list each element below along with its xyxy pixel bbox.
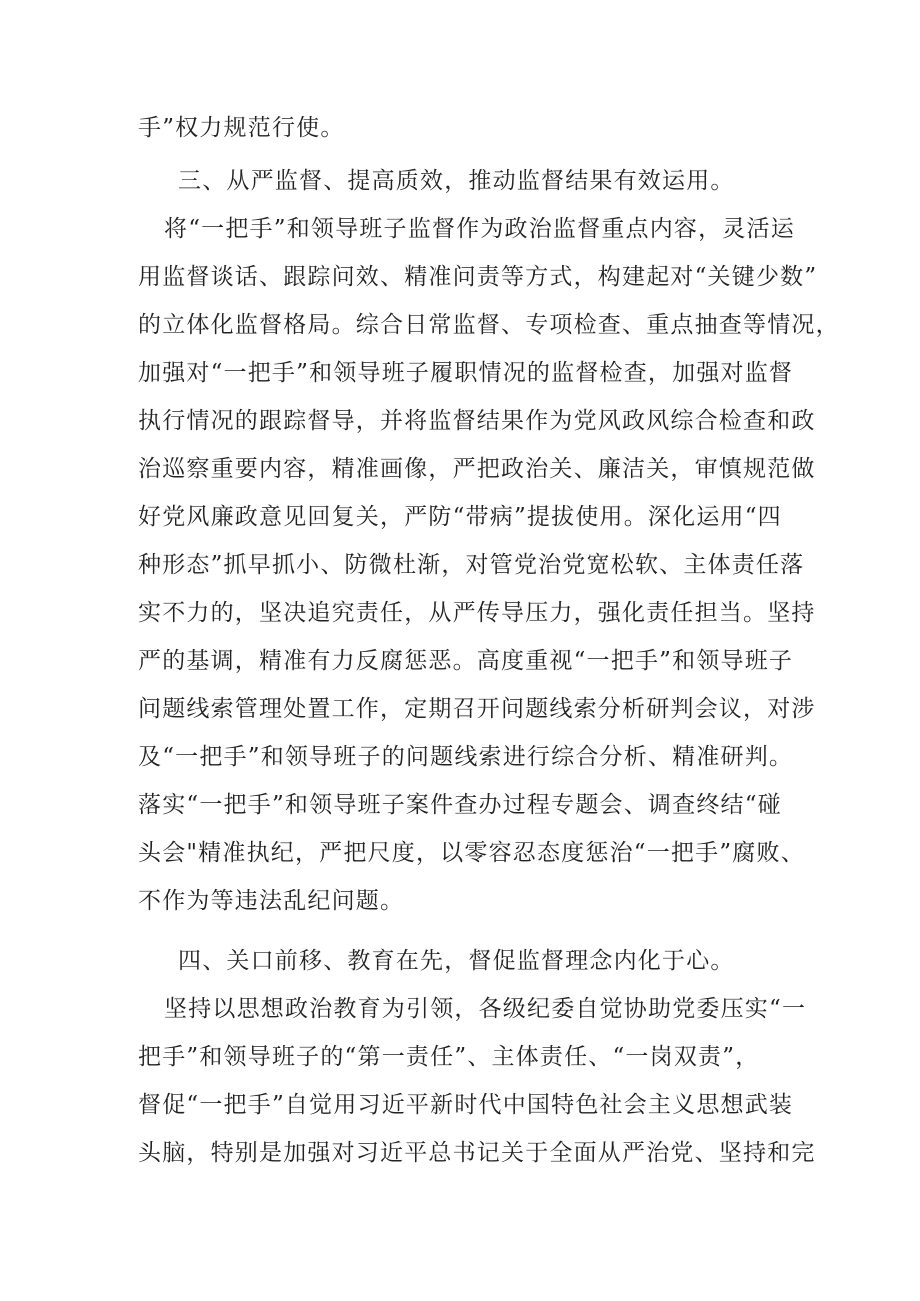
paragraph-line: 及“一把手”和领导班子的问题线索进行综合分析、精准研判。 [138,744,794,770]
paragraph-line: 头会"精准执纪，严把尺度，以零容忍态度惩治“一把手”腐败、 [138,840,805,866]
paragraph-line: 治巡察重要内容，精准画像，严把政治关、廉洁关，审慎规范做 [138,456,816,482]
paragraph-line: 加强对“一把手”和领导班子履职情况的监督检查，加强对监督 [138,360,794,386]
paragraph-line: 督促“一把手”自觉用习近平新时代中国特色社会主义思想武装 [138,1092,794,1118]
paragraph-line: 头脑，特别是加强对习近平总书记关于全面从严治党、坚持和完 [138,1140,816,1166]
paragraph-line: 问题线索管理处置工作，定期召开问题线索分析研判会议，对涉 [138,696,816,722]
paragraph-line: 把手”和领导班子的“第一责任”、主体责任、“一岗双责”， [138,1044,760,1070]
paragraph-line: 好党风廉政意见回复关，严防“带病”提拔使用。深化运用“四 [138,504,782,530]
section-heading-3: 三、从严监督、提高质效，推动监督结果有效运用。 [178,168,735,194]
section-heading-4: 四、关口前移、教育在先，督促监督理念内化于心。 [178,948,735,974]
paragraph-line: 坚持以思想政治教育为引领，各级纪委自觉协助党委压实“一 [164,996,807,1022]
paragraph-line: 不作为等违法乱纪问题。 [138,888,405,914]
paragraph-line: 实不力的，坚决追究责任，从严传导压力，强化责任担当。坚持 [138,600,816,626]
paragraph-line: 严的基调，精准有力反腐惩恶。高度重视“一把手”和领导班子 [138,648,794,674]
paragraph-line: 将“一把手”和领导班子监督作为政治监督重点内容，灵活运 [164,216,795,242]
paragraph-line: 执行情况的跟踪督导，并将监督结果作为党风政风综合检查和政 [138,408,816,434]
paragraph-line: 的立体化监督格局。综合日常监督、专项检查、重点抽查等情况， [138,312,840,338]
paragraph-line: 用监督谈话、跟踪问效、精准问责等方式，构建起对“关键少数” [138,264,818,290]
paragraph-line: 手”权力规范行使。 [138,115,345,141]
paragraph-line: 种形态”抓早抓小、防微杜渐，对管党治党宽松软、主体责任落 [138,552,805,578]
paragraph-line: 落实“一把手”和领导班子案件查办过程专题会、调查终结“碰 [138,792,782,818]
